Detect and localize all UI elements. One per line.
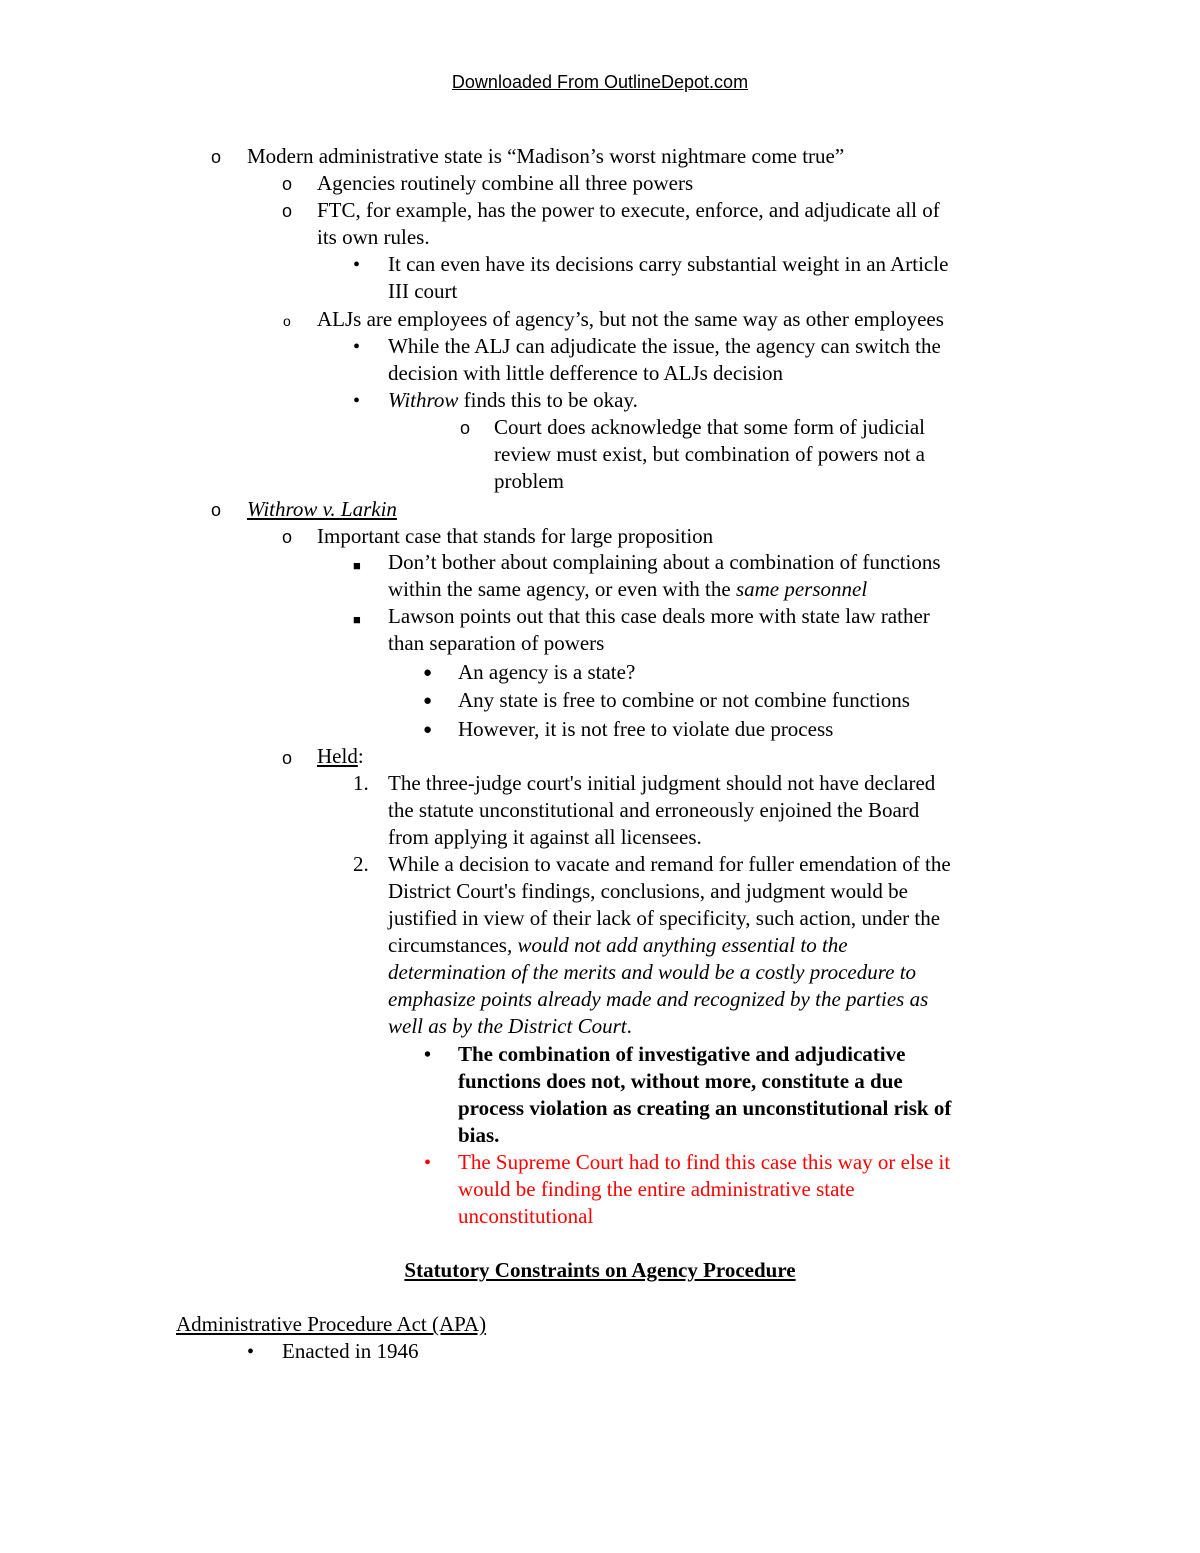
bullet-dot: • (353, 254, 361, 276)
outline-text: ALJs are employees of agency’s, but not the same way as other employees (317, 307, 944, 331)
outline-text: Agencies routinely combine all three powers (317, 171, 694, 195)
outline-text: The three-judge court's initial judgment should not have declared (388, 771, 936, 795)
outline-text: the statute unconstitutional and erroneously enjoined the Board (388, 798, 920, 822)
list-number: 1. (353, 771, 369, 795)
outline-text (388, 932, 848, 959)
list-number: 2. (353, 852, 369, 876)
outline-text: than separation of powers (388, 631, 605, 655)
emphasis-text: determination of the merits and would be a costly procedure to (388, 960, 917, 984)
bullet-disc: ● (423, 693, 433, 709)
bullet-o: o (211, 147, 222, 167)
outline-text: Any state is free to combine or not combine functions (458, 688, 910, 712)
bold-holding: process violation as creating an unconstitutional risk of (458, 1096, 952, 1120)
bullet-disc: ● (423, 665, 433, 681)
outline-text: It can even have its decisions carry substantial weight in an Article (388, 252, 949, 276)
held-heading (317, 743, 364, 770)
outline-text: However, it is not free to violate due process (458, 717, 834, 741)
bullet-dot: • (424, 1044, 432, 1066)
red-note: would be finding the entire administrative state (458, 1177, 855, 1201)
emphasis-text: emphasize points already made and recognized by the parties as (388, 987, 929, 1011)
outline-text (388, 576, 867, 603)
outline-text (388, 1013, 632, 1040)
bullet-dot: • (353, 336, 361, 358)
outline-text-tail: finds this to be okay. (458, 388, 638, 412)
outline-text: While a decision to vacate and remand for fuller emendation of the (388, 852, 951, 876)
bullet-o: o (211, 500, 222, 520)
outline-text-tail: . (626, 1014, 632, 1038)
bold-holding: The combination of investigative and adjudicative (458, 1042, 906, 1066)
bullet-square: ■ (353, 612, 361, 627)
case-name: Withrow (388, 388, 459, 412)
held-label: Held (317, 744, 358, 768)
outline-text: III court (388, 279, 458, 303)
outline-text: from applying it against all licensees. (388, 825, 702, 849)
outline-text: review must exist, but combination of powers not a (494, 442, 926, 466)
bullet-dot: • (247, 1341, 255, 1363)
outline-text: District Court's findings, conclusions, and judgment would be (388, 879, 908, 903)
outline-text: problem (494, 469, 564, 493)
bold-holding: bias. (458, 1123, 500, 1147)
outline-text: its own rules. (317, 225, 430, 249)
bullet-dot: • (424, 1152, 432, 1174)
outline-text-head: within the same agency, or even with the (388, 577, 736, 601)
outline-text: justified in view of their lack of specificity, such action, under the (388, 906, 941, 930)
outline-text: While the ALJ can adjudicate the issue, the agency can switch the (388, 334, 941, 358)
outline-text: Enacted in 1946 (282, 1339, 419, 1363)
outline-text: Modern administrative state is “Madison’s worst nightmare come true” (247, 144, 845, 168)
bullet-disc: ● (423, 722, 433, 738)
outline-text: Important case that stands for large proposition (317, 524, 714, 548)
case-heading: Withrow v. Larkin (247, 497, 397, 521)
bold-holding: functions does not, without more, constitute a due (458, 1069, 903, 1093)
subsection-title: Administrative Procedure Act (APA) (176, 1312, 487, 1336)
red-note: unconstitutional (458, 1204, 594, 1228)
bullet-o: o (283, 313, 291, 329)
outline-text: Lawson points out that this case deals more with state law rather (388, 604, 930, 628)
bullet-square: ■ (353, 558, 361, 573)
bullet-o: o (282, 174, 293, 194)
outline-text: An agency is a state? (458, 660, 636, 684)
outline-text (388, 387, 638, 414)
section-title: Statutory Constraints on Agency Procedure (404, 1258, 796, 1282)
bullet-o: o (282, 748, 293, 768)
bullet-o: o (460, 418, 471, 438)
outline-text: FTC, for example, has the power to execute, enforce, and adjudicate all of (317, 198, 940, 222)
red-note: The Supreme Court had to find this case this way or else it (458, 1150, 951, 1174)
bullet-o: o (282, 527, 293, 547)
emphasis-text: same personnel (735, 577, 868, 601)
bullet-dot: • (353, 390, 361, 412)
emphasis-text: , would not add anything essential to the (506, 933, 848, 957)
bullet-o: o (282, 201, 293, 221)
outline-text: decision with little defference to ALJs decision (388, 361, 784, 385)
outline-text: Court does acknowledge that some form of judicial (494, 415, 925, 439)
outline-text-head: circumstances (388, 933, 507, 957)
outline-text: Don’t bother about complaining about a combination of functions (388, 550, 941, 574)
emphasis-text: well as by the District Court (388, 1014, 627, 1038)
page-header: Downloaded From OutlineDepot.com (451, 72, 749, 92)
held-colon: : (357, 744, 364, 768)
